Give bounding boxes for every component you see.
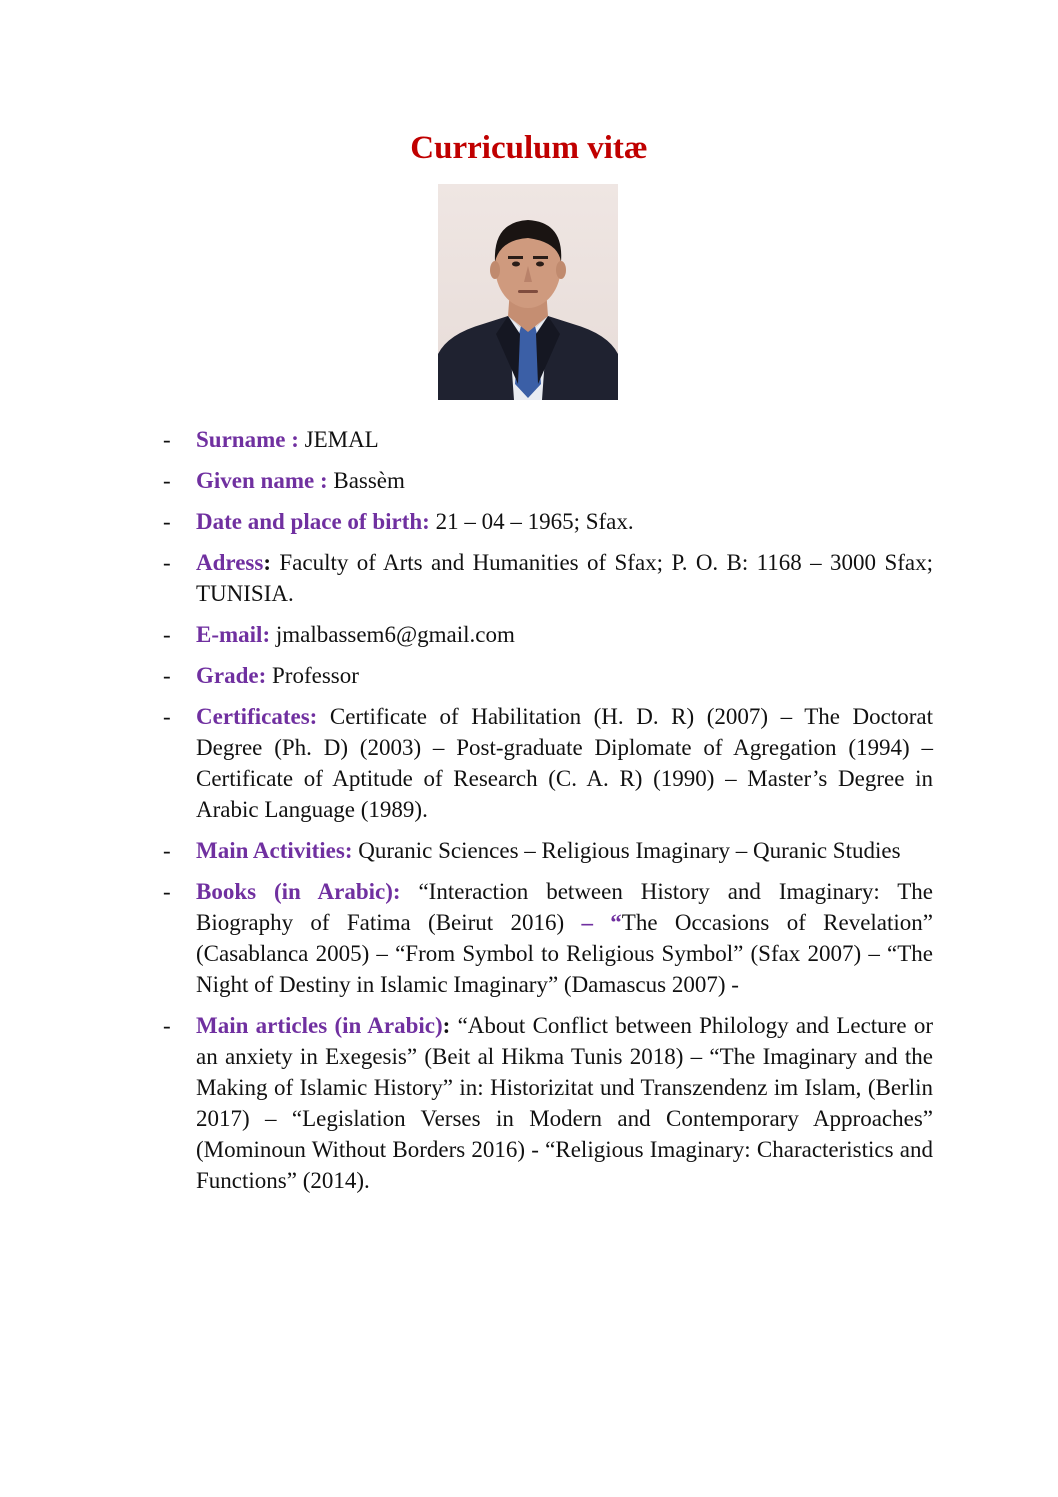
bullet-dash: - [163,509,171,534]
main-activities-label: Main Activities: [196,838,353,863]
list-item-certificates [163,701,933,825]
bullet-dash: - [163,663,171,688]
list-item-main-activities [163,835,933,866]
books-value-part1: “Interaction between History and Imaginary: The Biography of Fatima (Beirut 2016) [196,879,934,935]
main-activities-value: Quranic Sciences – Religious Imaginary – Quranic Studies [352,838,901,863]
portrait-photo [438,184,618,400]
list-item-address [163,547,933,609]
birth-value: 21 – 04 – 1965; Sfax. [429,509,634,534]
bullet-dash: - [163,550,171,575]
certificates-value: Certificate of Habilitation (H. D. R) (2007) – The Doctorat Degree (Ph. D) (2003) – Post-graduate Diplomate of Agregation (1994) – Certificate of Aptitude of Research (C. A. R) (1990) – Master’s Degree in Arabic Language (1989). [196,704,933,822]
list-item-surname [163,424,933,455]
given-name-value: Bassèm [327,468,405,493]
given-name-label: Given name : [196,468,328,493]
list-item-main-articles [163,1010,933,1196]
list-item-grade [163,660,933,691]
page-title: Curriculum vitæ [410,130,648,166]
bullet-dash: - [163,704,171,729]
books-label: Books (in Arabic): [196,879,401,904]
email-value: jmalbassem6@gmail.com [270,622,515,647]
main-articles-label: Main articles (in Arabic) [196,1013,443,1038]
list-item-email [163,619,933,650]
birth-label: Date and place of birth: [196,509,430,534]
bullet-dash: - [163,838,171,863]
list-item-books [163,876,933,1000]
bullet-dash: - [163,879,171,904]
email-label: E-mail: [196,622,271,647]
address-value: Faculty of Arts and Humanities of Sfax; P. O. B: 1168 – 3000 Sfax; TUNISIA. [196,550,933,606]
surname-value: JEMAL [298,427,379,452]
address-colon: : [263,550,271,575]
surname-label: Surname : [196,427,299,452]
main-articles-colon: : [442,1013,451,1038]
books-value-part2: The Occasions of Revelation” (Casablanca 2005) – “From Symbol to Religious Symbol” (Sfax 2007) – “The Night of Destiny in Islamic Imaginary” (Damascus 2007) - [196,910,934,997]
books-separator: – “ [581,910,622,935]
address-label: Adress [196,550,264,575]
grade-label: Grade: [196,663,267,688]
certificates-label: Certificates: [196,704,318,729]
list-item-given-name [163,465,933,496]
cv-details-list [163,424,933,1206]
grade-value: Professor [266,663,359,688]
main-articles-value: “About Conflict between Philology and Lecture or an anxiety in Exegesis” (Beit al Hikma Tunis 2018) – “The Imaginary and the Making of Islamic History” in: Historizitat und Transzendenz im Islam, (Berlin 2017) – “Legislation Verses in Modern and Contemporary Approaches” (Mominoun Without Borders 2016) - “Religious Imaginary: Characteristics and Functions” (2014). [196,1013,933,1193]
bullet-dash: - [163,1013,171,1038]
list-item-birth [163,506,933,537]
bullet-dash: - [163,622,171,647]
bullet-dash: - [163,427,171,452]
bullet-dash: - [163,468,171,493]
